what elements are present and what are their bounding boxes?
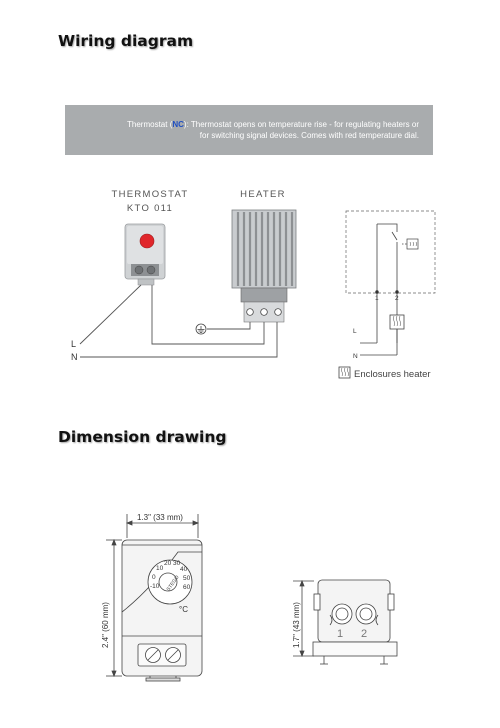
dial-scale-mark: 40 xyxy=(180,566,188,573)
wire-l-label: L xyxy=(71,339,77,349)
thermostat-front-view xyxy=(106,514,202,681)
schematic-terminal-1: 1 xyxy=(375,295,379,302)
thermostat-device xyxy=(125,224,165,285)
dial-scale-mark: 10 xyxy=(156,565,164,572)
dial-scale-mark: -10 xyxy=(150,583,160,590)
screw-icon xyxy=(135,266,143,274)
schematic-n-label: N xyxy=(353,353,358,360)
terminal-icon xyxy=(247,309,254,316)
red-dial-icon xyxy=(140,234,154,248)
banner-lead: Thermostat ( xyxy=(127,120,173,129)
ground-icon xyxy=(196,324,206,334)
heater-label: HEATER xyxy=(240,189,286,200)
unit-label: °C xyxy=(179,605,188,614)
nc-badge: NC xyxy=(172,120,184,129)
heater-symbol-icon xyxy=(390,315,404,329)
dial-scale-mark: 60 xyxy=(183,584,191,591)
banner-line-2: for switching signal devices. Comes with red temperature dial. xyxy=(199,131,419,140)
svg-text:STEGO: STEGO xyxy=(165,574,181,593)
terminal-icon xyxy=(261,309,268,316)
thermostat-label: THERMOSTAT xyxy=(111,189,189,200)
thermostat-model-label: KTO 011 xyxy=(126,203,174,214)
thermostat-side-view xyxy=(293,580,397,664)
legend-text: Enclosures heater xyxy=(354,369,431,380)
dimension-drawing-heading: Dimension drawing xyxy=(58,428,227,446)
depth-dimension-label: 1.7" (43 mm) xyxy=(292,602,301,648)
schematic-terminal-2: 2 xyxy=(395,295,399,302)
heater-device xyxy=(232,210,296,322)
schematic-l-label: L xyxy=(353,328,357,335)
dial-scale-mark: 20 xyxy=(164,560,172,567)
screw-icon xyxy=(147,266,155,274)
dial-scale-mark: 30 xyxy=(173,560,181,567)
schematic xyxy=(346,211,435,360)
width-dimension-label: 1.3" (33 mm) xyxy=(137,513,183,522)
dial-scale-mark: 50 xyxy=(183,575,191,582)
banner-rest: ): Thermostat opens on temperature rise - for regulating heaters or xyxy=(183,120,419,129)
dial-scale-mark: 0 xyxy=(152,574,156,581)
wiring-diagram-heading: Wiring diagram xyxy=(58,32,194,50)
side-terminal-2: 2 xyxy=(361,628,368,640)
terminal-icon xyxy=(275,309,282,316)
height-dimension-label: 2.4" (60 mm) xyxy=(101,602,110,648)
legend xyxy=(339,367,431,380)
wire-n-label: N xyxy=(71,352,78,362)
side-terminal-1: 1 xyxy=(337,628,344,640)
